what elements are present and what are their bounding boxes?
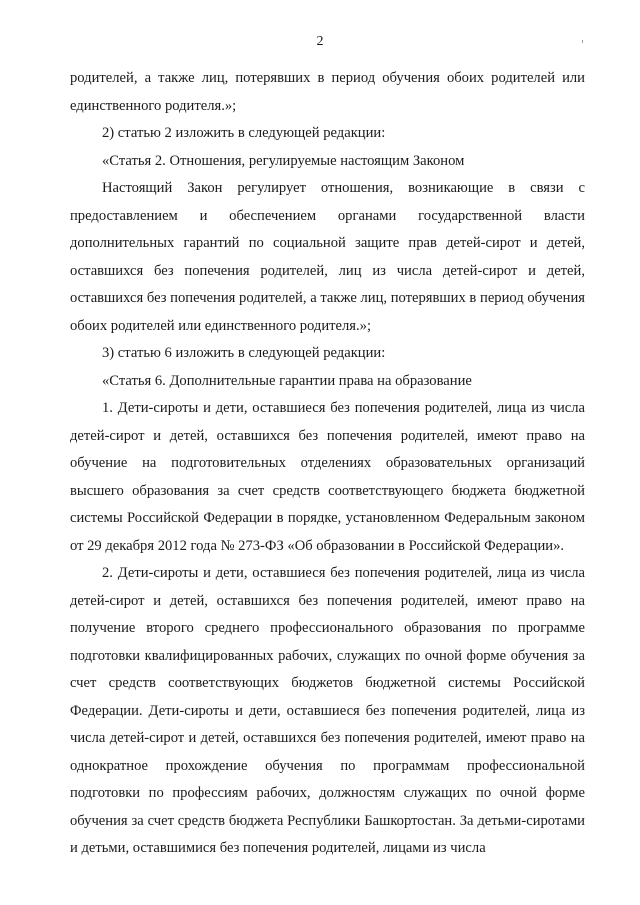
paragraph: 2) статью 2 изложить в следующей редакции:: [102, 125, 386, 141]
document-body: [70, 65, 585, 863]
paragraph: 2. Дети-сироты и дети, оставшиеся без попечения родителей, лица из числа детей-сирот и детей, оставшихся без попечения родителей, имеют право на получение второго среднего профессионального образования по программе подготовки квалифицированных рабочих, служащих по очной форме обучения за счет средств соответствующих бюджетов бюджетной системы Российской Федерации. Дети-сироты и дети, оставшиеся без попечения родителей, лица из числа детей-сирот и детей, оставшихся без попечения родителей, имеют право на однократное прохождение обучения по программам профессиональной подготовки по профессиям рабочих, должностям служащих по очной форме обучения за счет средств бюджета Республики Башкортостан. За детьми-сиротами и детьми, оставшимися без попечения родителей, лицами из числа: [70, 565, 585, 856]
paragraph: 1. Дети-сироты и дети, оставшиеся без попечения родителей, лица из числа детей-сирот и детей, оставшихся без попечения родителей, имеют право на обучение на подготовительных отделениях образовательных организаций высшего образования за счет средств соответствующего бюджета бюджетной системы Российской Федерации в порядке, установленном Федеральным законом от 29 декабря 2012 года № 273-ФЗ «Об образовании в Российской Федерации».: [70, 400, 585, 554]
scan-mark: [582, 40, 583, 43]
paragraph: Настоящий Закон регулирует отношения, возникающие в связи с предоставлением и обеспечением органами государственной власти дополнительных гарантий по социальной защите прав детей-сирот и детей, оставшихся без попечения родителей, лиц из числа детей-сирот и детей, оставшихся без попечения родителей, а также лиц, потерявших в период обучения обоих родителей или единственного родителя.»;: [70, 180, 585, 334]
page-number: 2: [316, 34, 324, 49]
article-heading: «Статья 2. Отношения, регулируемые настоящим Законом: [102, 152, 465, 169]
article-heading: «Статья 6. Дополнительные гарантии права на образование: [102, 372, 472, 389]
paragraph: 3) статью 6 изложить в следующей редакции:: [102, 345, 386, 361]
paragraph: родителей, а также лиц, потерявших в период обучения обоих родителей или единственного родителя.»;: [70, 70, 585, 114]
